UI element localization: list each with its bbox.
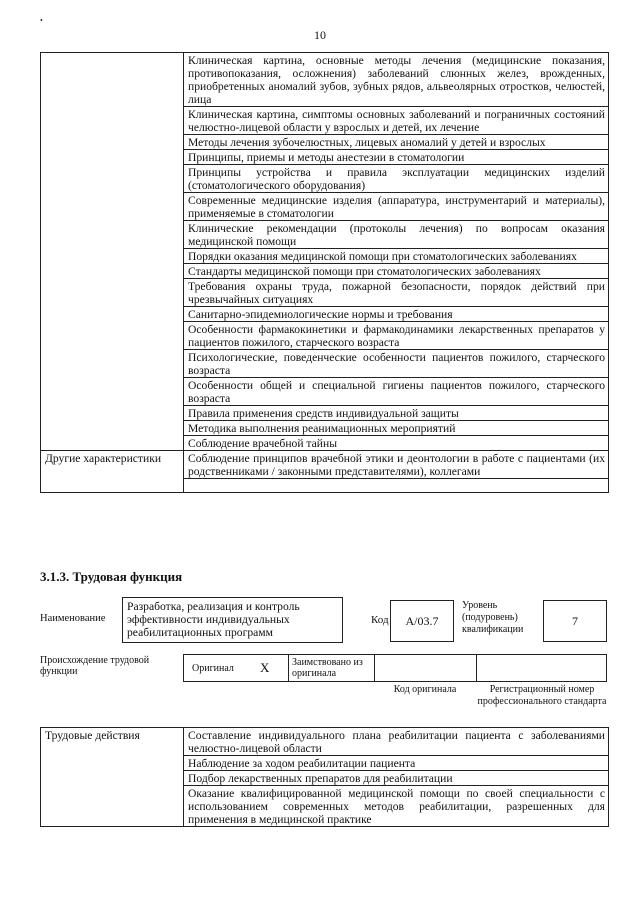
knowledge-item: Порядки оказания медицинской помощи при стоматологических заболеваниях [184,249,609,264]
knowledge-item: Соблюдение врачебной тайны [184,436,609,451]
labor-actions-table [40,727,609,827]
knowledge-item: Принципы, приемы и методы анестезии в стоматологии [184,150,609,165]
knowledge-row [41,53,609,107]
knowledge-item: Санитарно-эпидемиологические нормы и требования [184,307,609,322]
scan-mark: • [40,16,43,25]
reg-number-caption: Регистрационный номер профессионального стандарта [477,684,607,707]
page-number: 10 [314,28,326,42]
knowledge-item: Современные медицинские изделия (аппаратура, инструментарий и материалы), применяемые в стоматологии [184,193,609,221]
reg-number-cell [476,655,606,681]
knowledge-item: Клинические рекомендации (протоколы лечения) по вопросам оказания медицинской помощи [184,221,609,249]
origin-code-cell [374,655,477,681]
knowledge-label-cell [41,53,184,451]
action-item: Составление индивидуального плана реабилитации пациента с заболеваниями челюстно-лицевой области [184,728,609,756]
knowledge-item: Правила применения средств индивидуальной защиты [184,406,609,421]
action-item: Оказание квалифицированной медицинской помощи по своей специальности с использованием современных методов реабилитации, разрешенных для применения в медицинской практике [184,786,609,827]
action-item: Наблюдение за ходом реабилитации пациента [184,756,609,771]
empty-cell [184,479,609,493]
knowledge-item: Принципы устройства и правила эксплуатации медицинских изделий (стоматологического оборудования) [184,165,609,193]
actions-label: Трудовые действия [41,728,184,827]
function-name-box: Разработка, реализация и контроль эффективности индивидуальных реабилитационных программ [122,597,343,643]
knowledge-item: Особенности фармакокинетики и фармакодинамики лекарственных препаратов у пациентов пожилого, старческого возраста [184,322,609,350]
action-item: Подбор лекарственных препаратов для реабилитации [184,771,609,786]
borrowed-cell [288,655,375,681]
knowledge-item: Клиническая картина, симптомы основных заболеваний и пограничных состояний челюстно-лицевой области у взрослых и детей, их лечение [184,107,609,135]
borrowed-label: Заимствовано из оригинала [292,657,363,679]
knowledge-item: Методы лечения зубочелюстных, лицевых аномалий у детей и взрослых [184,135,609,150]
knowledge-item: Особенности общей и специальной гигиены пациентов пожилого, старческого возраста [184,378,609,406]
action-row [41,728,609,756]
code-value-box: А/03.7 [390,600,454,642]
other-text: Соблюдение принципов врачебной этики и деонтологии в работе с пациентами (их родственниками / законными представителями), коллегами [184,451,609,479]
level-value-box: 7 [543,600,607,642]
level-label: Уровень (подуровень) квалификации [462,600,524,635]
requirements-table [40,52,609,493]
origin-grid [183,654,607,682]
name-label: Наименование [40,613,106,624]
original-mark: X [260,660,270,675]
knowledge-item: Психологические, поведенческие особенности пациентов пожилого, старческого возраста [184,350,609,378]
other-row [41,451,609,479]
other-label: Другие характеристики [41,451,184,493]
origin-label: Происхождение трудовой функции [40,655,150,677]
code-label: Код [371,614,389,626]
knowledge-item: Стандарты медицинской помощи при стоматологических заболеваниях [184,264,609,279]
original-label: Оригинал [192,663,234,674]
knowledge-item: Методика выполнения реанимационных мероприятий [184,421,609,436]
original-cell [184,655,289,681]
knowledge-item: Требования охраны труда, пожарной безопасности, порядок действий при чрезвычайных ситуациях [184,279,609,307]
knowledge-item: Клиническая картина, основные методы лечения (медицинские показания, противопоказания, осложнения) заболеваний слюнных желез, врожденных, приобретенных аномалий зубов, зубных рядов, альвеолярных отростков, челюстей, лица [184,53,609,107]
origin-code-caption: Код оригинала [393,684,457,695]
section-title: 3.1.3. Трудовая функция [40,569,183,584]
